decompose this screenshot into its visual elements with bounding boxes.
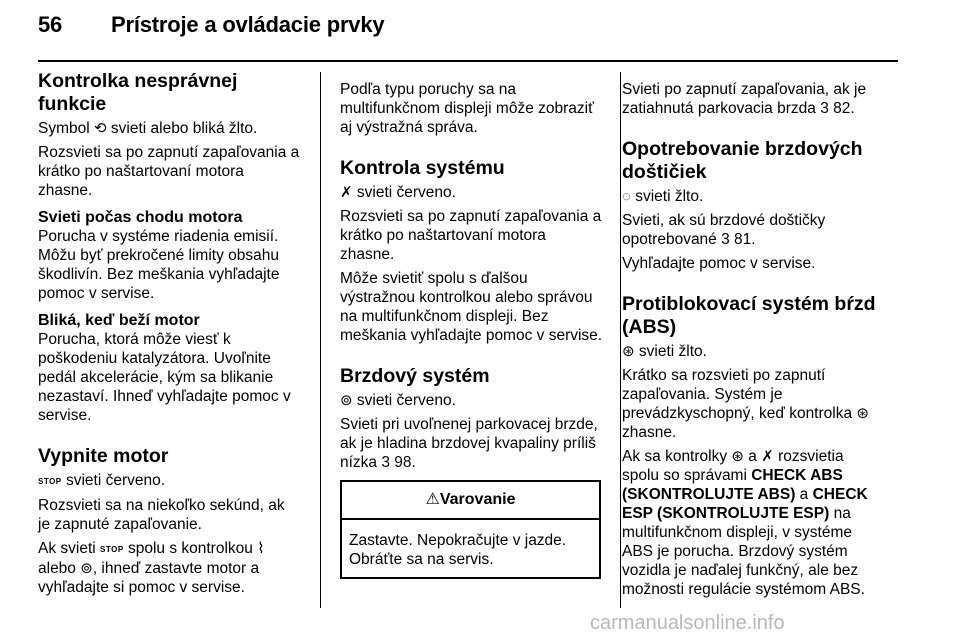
watermark: carmanualsonline.info — [590, 612, 785, 634]
paragraph: Podľa typu poruchy sa na multifunkčnom displeji môže zobraziť aj výstražná správa. — [340, 81, 594, 136]
heading-brake-system: Brzdový systém — [340, 365, 490, 387]
stop-icon: STOP — [38, 477, 62, 486]
column-divider — [320, 72, 321, 608]
brake-pad-icon: ◌ — [622, 188, 631, 205]
header-rule — [38, 60, 898, 62]
heading-stop-engine: Vypnite motor — [38, 445, 169, 467]
paragraph: Vyhľadajte pomoc v servise. — [622, 255, 816, 272]
abs-icon: ⊛ — [622, 343, 635, 360]
page-header — [38, 12, 384, 38]
paragraph: ⊚ svieti červeno. — [340, 392, 456, 409]
wrench-icon: ✗ — [761, 448, 774, 465]
paragraph: Porucha, ktorá môže viesť k poškodeniu katalyzátora. Uvoľnite pedál akcelerácie, kým sa blikanie nezastaví. Ihneď vyhľadajte pomoc v servise. — [38, 331, 291, 424]
column-2 — [340, 80, 603, 579]
paragraph: ⊛ svieti žlto. — [622, 343, 707, 360]
paragraph: Rozsvieti sa po zapnutí zapaľovania a krátko po naštartovaní motora zhasne. — [38, 144, 300, 199]
paragraph: Symbol ⟲ svieti alebo bliká žlto. — [38, 120, 258, 137]
warning-text: Zastavte. Nepokračujte v jazde. Obráťte sa na servis. — [349, 532, 567, 568]
paragraph: ✗ svieti červeno. — [340, 184, 456, 201]
subheading: Bliká, keď beží motor — [38, 312, 200, 329]
heading-abs: Protiblokovací systém bŕzd (ABS) — [622, 293, 876, 338]
brake-system-icon: ⊚ — [340, 392, 353, 409]
paragraph: Ak svieti STOP spolu s kontrolkou ⌇ alebo ⊚, ihneď zastavte motor a vyhľadajte si pomoc v servise. — [38, 540, 265, 596]
paragraph: Porucha v systéme riadenia emisií. Môžu byť prekročené limity obsahu škodlivín. Bez meškania vyhľadajte pomoc v servise. — [38, 228, 280, 302]
abs-icon: ⊛ — [731, 448, 744, 465]
paragraph: Svieti pri uvoľnenej parkovacej brzde, ak je hladina brzdovej kvapaliny príliš nízka 3 98. — [340, 416, 598, 471]
paragraph: Rozsvieti sa na niekoľko sekúnd, ak je zapnuté zapaľovanie. — [38, 497, 285, 533]
coolant-temperature-icon: ⌇ — [257, 540, 265, 557]
heading-malfunction-indicator: Kontrolka nesprávnej funkcie — [38, 70, 238, 115]
paragraph: Krátko sa rozsvieti po zapnutí zapaľovania. Systém je prevádzkyschopný, keď kontrolka ⊛ zhasne. — [622, 367, 869, 441]
paragraph: Svieti, ak sú brzdové doštičky opotrebované 3 81. — [622, 212, 826, 248]
warning-box — [340, 480, 601, 579]
paragraph: Rozsvieti sa po zapnutí zapaľovania a krátko po naštartovaní motora zhasne. — [340, 208, 602, 263]
warning-header: ⚠Varovanie — [342, 482, 599, 520]
heading-system-check: Kontrola systému — [340, 157, 505, 179]
page-number: 56 — [38, 12, 63, 37]
column-divider — [620, 72, 621, 608]
heading-brake-pad-wear: Opotrebovanie brzdových doštičiek — [622, 138, 863, 183]
subheading: Svieti počas chodu motora — [38, 209, 243, 226]
paragraph: Môže svietiť spolu s ďalšou výstražnou kontrolkou alebo správou na multifunkčnom displeji. Bez meškania vyhľadajte pomoc v servise. — [340, 270, 603, 344]
brake-system-icon: ⊚ — [80, 560, 93, 577]
page-title: Prístroje a ovládacie prvky — [111, 12, 385, 37]
warning-triangle-icon: ⚠ — [425, 491, 440, 508]
abs-icon: ⊛ — [856, 405, 869, 422]
paragraph: Svieti po zapnutí zapaľovania, ak je zatiahnutá parkovacia brzda 3 82. — [622, 81, 867, 117]
reference-arrow-icon: 3 — [820, 100, 829, 117]
reference-arrow-icon: 3 — [721, 231, 730, 248]
column-3 — [622, 80, 884, 604]
paragraph: ◌ svieti žlto. — [622, 188, 704, 205]
column-1 — [38, 70, 300, 602]
paragraph: STOP svieti červeno. — [38, 472, 166, 489]
wrench-icon: ✗ — [340, 184, 353, 201]
reference-arrow-icon: 3 — [381, 454, 390, 471]
engine-check-icon: ⟲ — [94, 120, 107, 137]
stop-icon: STOP — [100, 545, 124, 554]
paragraph: Ak sa kontrolky ⊛ a ✗ rozsvietia spolu so správami CHECK ABS (SKONTROLUJTE ABS) a CHECK ESP (SKONTROLUJTE ESP) na multifunkčnom displeji, v systéme ABS je porucha. Brzdový systém vozidla je naďalej funkčný, ale bez možnosti regulácie systémom ABS. — [622, 448, 868, 598]
